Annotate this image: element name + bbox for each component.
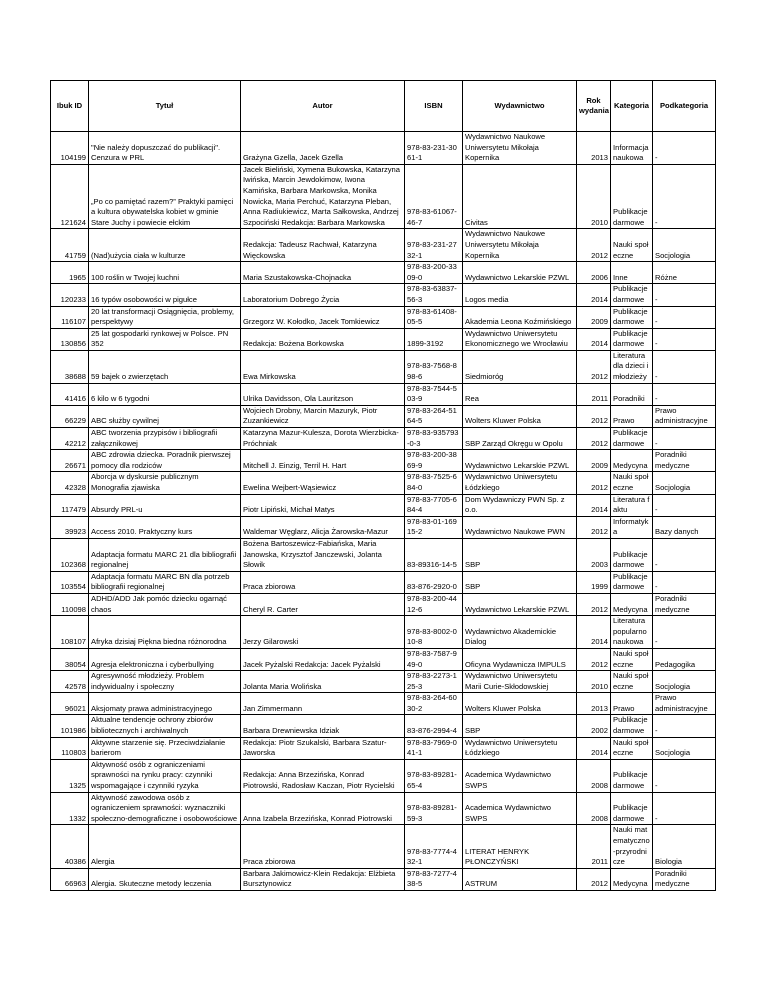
cell-subcategory: Socjologia bbox=[653, 229, 716, 262]
cell-isbn: 978-83-63837-56-3 bbox=[405, 284, 463, 306]
cell-category: Medycyna bbox=[611, 450, 653, 472]
table-row bbox=[51, 350, 716, 383]
cell-author: Redakcja: Anna Brzezińska, Konrad Piotrowski, Radosław Kaczan, Piotr Rycielski bbox=[241, 759, 405, 792]
cell-publisher: SBP bbox=[463, 571, 577, 593]
table-row bbox=[51, 538, 716, 571]
cell-year: 2014 bbox=[577, 616, 611, 649]
cell-subcategory: - bbox=[653, 759, 716, 792]
table-row bbox=[51, 671, 716, 693]
cell-year: 2009 bbox=[577, 306, 611, 328]
cell-category: Nauki społeczne bbox=[611, 737, 653, 759]
cell-isbn: 978-83-7525-684-0 bbox=[405, 472, 463, 494]
cell-isbn: 83-876-2994-4 bbox=[405, 715, 463, 737]
cell-year: 2012 bbox=[577, 350, 611, 383]
cell-title: ABC tworzenia przypisów i bibliografii załącznikowej bbox=[89, 428, 241, 450]
cell-publisher: Wydawnictwo Naukowe Uniwersytetu Mikołaja Kopernika bbox=[463, 132, 577, 165]
cell-subcategory: - bbox=[653, 571, 716, 593]
table-row bbox=[51, 693, 716, 715]
cell-category: Prawo bbox=[611, 693, 653, 715]
cell-id: 42578 bbox=[51, 671, 89, 693]
cell-subcategory: Socjologia bbox=[653, 472, 716, 494]
cell-year: 2012 bbox=[577, 428, 611, 450]
cell-subcategory: Różne bbox=[653, 262, 716, 284]
cell-category: Publikacje darmowe bbox=[611, 306, 653, 328]
cell-author: Praca zbiorowa bbox=[241, 825, 405, 868]
cell-author: Maria Szustakowska-Chojnacka bbox=[241, 262, 405, 284]
cell-title: Alergia. Skuteczne metody leczenia bbox=[89, 868, 241, 890]
cell-category: Nauki społeczne bbox=[611, 229, 653, 262]
header-publisher: Wydawnictwo bbox=[463, 81, 577, 132]
cell-id: 101986 bbox=[51, 715, 89, 737]
table-row bbox=[51, 868, 716, 890]
cell-isbn: 978-83-7774-432-1 bbox=[405, 825, 463, 868]
cell-id: 39923 bbox=[51, 516, 89, 538]
cell-subcategory: - bbox=[653, 328, 716, 350]
cell-title: "Nie należy dopuszczać do publikacji". Cenzura w PRL bbox=[89, 132, 241, 165]
cell-year: 2012 bbox=[577, 229, 611, 262]
cell-subcategory: - bbox=[653, 132, 716, 165]
table-row bbox=[51, 571, 716, 593]
cell-title: Alergia bbox=[89, 825, 241, 868]
cell-id: 1332 bbox=[51, 792, 89, 825]
cell-year: 2014 bbox=[577, 494, 611, 516]
header-row bbox=[51, 81, 716, 132]
cell-id: 103554 bbox=[51, 571, 89, 593]
cell-year: 2013 bbox=[577, 132, 611, 165]
cell-subcategory: - bbox=[653, 350, 716, 383]
cell-isbn: 978-83-200-3309-0 bbox=[405, 262, 463, 284]
cell-subcategory: - bbox=[653, 164, 716, 229]
cell-subcategory: Pedagogika bbox=[653, 648, 716, 670]
cell-category: Informatyka bbox=[611, 516, 653, 538]
cell-category: Publikacje darmowe bbox=[611, 328, 653, 350]
cell-subcategory: Poradniki medyczne bbox=[653, 593, 716, 615]
cell-title: Aborcja w dyskursie publicznym Monografia zjawiska bbox=[89, 472, 241, 494]
cell-year: 2013 bbox=[577, 693, 611, 715]
cell-id: 116107 bbox=[51, 306, 89, 328]
cell-author: Ewelina Wejbert-Wąsiewicz bbox=[241, 472, 405, 494]
cell-publisher: Oficyna Wydawnicza IMPULS bbox=[463, 648, 577, 670]
cell-isbn: 978-83-7587-949-0 bbox=[405, 648, 463, 670]
cell-category: Publikacje darmowe bbox=[611, 571, 653, 593]
table-row bbox=[51, 164, 716, 229]
cell-title: Adaptacja formatu MARC 21 dla bibliografii regionalnej bbox=[89, 538, 241, 571]
cell-year: 2014 bbox=[577, 737, 611, 759]
cell-id: 130856 bbox=[51, 328, 89, 350]
table-row bbox=[51, 715, 716, 737]
cell-category: Literatura dla dzieci i młodzieży bbox=[611, 350, 653, 383]
cell-year: 2011 bbox=[577, 383, 611, 405]
cell-publisher: Logos media bbox=[463, 284, 577, 306]
cell-publisher: Academica Wydawnictwo SWPS bbox=[463, 759, 577, 792]
cell-isbn: 978-83-7705-684-4 bbox=[405, 494, 463, 516]
table-row bbox=[51, 284, 716, 306]
cell-year: 2012 bbox=[577, 516, 611, 538]
cell-title: 6 kilo w 6 tygodni bbox=[89, 383, 241, 405]
cell-subcategory: Socjologia bbox=[653, 671, 716, 693]
table-row bbox=[51, 383, 716, 405]
cell-title: 16 typów osobowości w pigułce bbox=[89, 284, 241, 306]
cell-author: Anna Izabela Brzezińska, Konrad Piotrowski bbox=[241, 792, 405, 825]
table-body bbox=[51, 132, 716, 891]
cell-author: Bożena Bartoszewicz-Fabiańska, Maria Janowska, Krzysztof Janczewski, Jolanta Słowik bbox=[241, 538, 405, 571]
cell-year: 2012 bbox=[577, 648, 611, 670]
cell-isbn: 978-83-264-6030-2 bbox=[405, 693, 463, 715]
cell-title: 25 lat gospodarki rynkowej w Polsce. PN 352 bbox=[89, 328, 241, 350]
cell-id: 42328 bbox=[51, 472, 89, 494]
header-isbn: ISBN bbox=[405, 81, 463, 132]
cell-id: 1965 bbox=[51, 262, 89, 284]
cell-category: Prawo bbox=[611, 405, 653, 427]
cell-publisher: Wydawnictwo Uniwersytetu Marii Curie-Skłodowskiej bbox=[463, 671, 577, 693]
cell-isbn: 978-83-935793-0-3 bbox=[405, 428, 463, 450]
catalog-table bbox=[50, 80, 716, 891]
cell-subcategory: - bbox=[653, 792, 716, 825]
cell-publisher: Wydawnictwo Lekarskie PZWL bbox=[463, 593, 577, 615]
cell-title: Access 2010. Praktyczny kurs bbox=[89, 516, 241, 538]
cell-year: 2012 bbox=[577, 593, 611, 615]
cell-publisher: Wydawnictwo Uniwersytetu Ekonomicznego we Wrocławiu bbox=[463, 328, 577, 350]
header-id: Ibuk ID bbox=[51, 81, 89, 132]
cell-category: Publikacje darmowe bbox=[611, 792, 653, 825]
cell-isbn: 83-89316-14-5 bbox=[405, 538, 463, 571]
cell-subcategory: Socjologia bbox=[653, 737, 716, 759]
cell-year: 2010 bbox=[577, 164, 611, 229]
cell-title: 59 bajek o zwierzętach bbox=[89, 350, 241, 383]
table-row bbox=[51, 825, 716, 868]
header-year: Rok wydania bbox=[577, 81, 611, 132]
cell-category: Publikacje darmowe bbox=[611, 284, 653, 306]
cell-subcategory: - bbox=[653, 616, 716, 649]
cell-author: Waldemar Węglarz, Alicja Żarowska-Mazur bbox=[241, 516, 405, 538]
cell-author: Jerzy Gilarowski bbox=[241, 616, 405, 649]
cell-category: Nauki społeczne bbox=[611, 648, 653, 670]
cell-author: Barbara Drewniewska Idziak bbox=[241, 715, 405, 737]
cell-publisher: Wolters Kluwer Polska bbox=[463, 693, 577, 715]
cell-id: 66229 bbox=[51, 405, 89, 427]
cell-id: 40386 bbox=[51, 825, 89, 868]
cell-id: 108107 bbox=[51, 616, 89, 649]
table-row bbox=[51, 450, 716, 472]
cell-id: 110098 bbox=[51, 593, 89, 615]
cell-isbn: 978-83-231-3061-1 bbox=[405, 132, 463, 165]
cell-subcategory: Bazy danych bbox=[653, 516, 716, 538]
cell-title: ABC służby cywilnej bbox=[89, 405, 241, 427]
cell-author: Laboratorium Dobrego Życia bbox=[241, 284, 405, 306]
cell-id: 41759 bbox=[51, 229, 89, 262]
cell-subcategory: Poradniki medyczne bbox=[653, 450, 716, 472]
table-row bbox=[51, 616, 716, 649]
cell-title: 20 lat transformacji Osiągnięcia, problemy, perspektywy bbox=[89, 306, 241, 328]
table-row bbox=[51, 759, 716, 792]
cell-publisher: Wolters Kluwer Polska bbox=[463, 405, 577, 427]
cell-isbn: 978-83-264-5164-5 bbox=[405, 405, 463, 427]
cell-title: (Nad)użycia ciała w kulturze bbox=[89, 229, 241, 262]
cell-author: Redakcja: Tadeusz Rachwał, Katarzyna Więckowska bbox=[241, 229, 405, 262]
cell-year: 2011 bbox=[577, 825, 611, 868]
cell-category: Publikacje darmowe bbox=[611, 428, 653, 450]
cell-title: Aktywne starzenie się. Przeciwdziałanie barierom bbox=[89, 737, 241, 759]
cell-author: Grażyna Gzella, Jacek Gzella bbox=[241, 132, 405, 165]
cell-id: 104199 bbox=[51, 132, 89, 165]
table-row bbox=[51, 472, 716, 494]
cell-author: Katarzyna Mazur-Kulesza, Dorota Wierzbicka-Próchniak bbox=[241, 428, 405, 450]
table-row bbox=[51, 405, 716, 427]
cell-author: Redakcja: Piotr Szukalski, Barbara Szatur-Jaworska bbox=[241, 737, 405, 759]
cell-author: Mitchell J. Einzig, Terril H. Hart bbox=[241, 450, 405, 472]
cell-year: 2008 bbox=[577, 759, 611, 792]
cell-author: Praca zbiorowa bbox=[241, 571, 405, 593]
cell-publisher: Wydawnictwo Uniwersytetu Łódzkiego bbox=[463, 472, 577, 494]
table-row bbox=[51, 494, 716, 516]
cell-subcategory: - bbox=[653, 284, 716, 306]
cell-isbn: 978-83-89281-65-4 bbox=[405, 759, 463, 792]
cell-isbn: 978-83-2273-125-3 bbox=[405, 671, 463, 693]
cell-title: Absurdy PRL-u bbox=[89, 494, 241, 516]
table-row bbox=[51, 229, 716, 262]
cell-category: Publikacje darmowe bbox=[611, 538, 653, 571]
cell-category: Informacja naukowa bbox=[611, 132, 653, 165]
cell-isbn: 978-83-200-3869-9 bbox=[405, 450, 463, 472]
cell-author: Barbara Jakimowicz-Klein Redakcja: Elżbieta Bursztynowicz bbox=[241, 868, 405, 890]
cell-year: 1999 bbox=[577, 571, 611, 593]
table-row bbox=[51, 428, 716, 450]
cell-category: Publikacje darmowe bbox=[611, 164, 653, 229]
cell-isbn: 978-83-89281-59-3 bbox=[405, 792, 463, 825]
cell-id: 42212 bbox=[51, 428, 89, 450]
cell-id: 102368 bbox=[51, 538, 89, 571]
header-category: Kategoria bbox=[611, 81, 653, 132]
cell-author: Jacek Bieliński, Xymena Bukowska, Katarzyna Iwińska, Marcin Jewdokimow, Iwona Kamińska, Barbara Markowska, Monika Nowicka, Maria Perchuć, Katarzyna Pleban, Anna Radiukiewicz, Marta Sałkowska, Andrzej Szpociński Redakcja: Barbara Markowska bbox=[241, 164, 405, 229]
cell-year: 2012 bbox=[577, 472, 611, 494]
cell-subcategory: Prawo administracyjne bbox=[653, 405, 716, 427]
cell-year: 2009 bbox=[577, 450, 611, 472]
cell-publisher: Academica Wydawnictwo SWPS bbox=[463, 792, 577, 825]
cell-publisher: Wydawnictwo Lekarskie PZWL bbox=[463, 450, 577, 472]
cell-title: „Po co pamiętać razem?” Praktyki pamięci a kultura obywatelska kobiet w gminie Stare Juchy i powiecie ełckim bbox=[89, 164, 241, 229]
cell-isbn: 978-83-200-4412-6 bbox=[405, 593, 463, 615]
cell-id: 120233 bbox=[51, 284, 89, 306]
cell-id: 66963 bbox=[51, 868, 89, 890]
cell-id: 110803 bbox=[51, 737, 89, 759]
cell-title: 100 roślin w Twojej kuchni bbox=[89, 262, 241, 284]
cell-isbn: 1899-3192 bbox=[405, 328, 463, 350]
table-row bbox=[51, 262, 716, 284]
cell-isbn: 978-83-7969-041-1 bbox=[405, 737, 463, 759]
table-row bbox=[51, 306, 716, 328]
cell-isbn: 978-83-61067-46-7 bbox=[405, 164, 463, 229]
cell-author: Cheryl R. Carter bbox=[241, 593, 405, 615]
cell-subcategory: Poradniki medyczne bbox=[653, 868, 716, 890]
cell-title: Aktywność zawodowa osób z ograniczeniem sprawności: wyznaczniki społeczno-demograficzne i osobowościowe bbox=[89, 792, 241, 825]
cell-isbn: 978-83-7568-898-6 bbox=[405, 350, 463, 383]
cell-isbn: 978-83-01-16915-2 bbox=[405, 516, 463, 538]
cell-author: Ewa Mirkowska bbox=[241, 350, 405, 383]
cell-subcategory: - bbox=[653, 538, 716, 571]
cell-author: Piotr Lipiński, Michał Matys bbox=[241, 494, 405, 516]
cell-publisher: ASTRUM bbox=[463, 868, 577, 890]
cell-category: Nauki społeczne bbox=[611, 671, 653, 693]
cell-isbn: 978-83-8002-010-8 bbox=[405, 616, 463, 649]
cell-id: 1325 bbox=[51, 759, 89, 792]
cell-year: 2003 bbox=[577, 538, 611, 571]
cell-id: 96021 bbox=[51, 693, 89, 715]
cell-year: 2014 bbox=[577, 284, 611, 306]
cell-title: Agresywność młodzieży. Problem indywidualny i społeczny bbox=[89, 671, 241, 693]
cell-publisher: Akademia Leona Koźmińskiego bbox=[463, 306, 577, 328]
cell-title: Afryka dzisiaj Piękna biedna różnorodna bbox=[89, 616, 241, 649]
cell-author: Jan Zimmermann bbox=[241, 693, 405, 715]
cell-publisher: SBP bbox=[463, 538, 577, 571]
cell-author: Redakcja: Bożena Borkowska bbox=[241, 328, 405, 350]
table-row bbox=[51, 593, 716, 615]
cell-isbn: 978-83-7277-438-5 bbox=[405, 868, 463, 890]
cell-publisher: Dom Wydawniczy PWN Sp. z o.o. bbox=[463, 494, 577, 516]
cell-author: Ulrika Davidsson, Ola Lauritzson bbox=[241, 383, 405, 405]
cell-category: Medycyna bbox=[611, 593, 653, 615]
cell-id: 26671 bbox=[51, 450, 89, 472]
cell-isbn: 978-83-61408-05-5 bbox=[405, 306, 463, 328]
cell-author: Jolanta Maria Wolińska bbox=[241, 671, 405, 693]
cell-category: Medycyna bbox=[611, 868, 653, 890]
cell-title: Aksjomaty prawa administracyjnego bbox=[89, 693, 241, 715]
cell-id: 41416 bbox=[51, 383, 89, 405]
cell-category: Poradniki bbox=[611, 383, 653, 405]
cell-publisher: SBP Zarząd Okręgu w Opolu bbox=[463, 428, 577, 450]
cell-subcategory: - bbox=[653, 428, 716, 450]
cell-publisher: Wydawnictwo Naukowe Uniwersytetu Mikołaja Kopernika bbox=[463, 229, 577, 262]
cell-subcategory: - bbox=[653, 383, 716, 405]
cell-publisher: Siedmioróg bbox=[463, 350, 577, 383]
cell-category: Inne bbox=[611, 262, 653, 284]
cell-publisher: Wydawnictwo Akademickie Dialog bbox=[463, 616, 577, 649]
cell-publisher: Wydawnictwo Uniwersytetu Łódzkiego bbox=[463, 737, 577, 759]
cell-author: Jacek Pyżalski Redakcja: Jacek Pyżalski bbox=[241, 648, 405, 670]
cell-id: 117479 bbox=[51, 494, 89, 516]
cell-title: Adaptacja formatu MARC BN dla potrzeb bibliografii regionalnej bbox=[89, 571, 241, 593]
cell-subcategory: Prawo administracyjne bbox=[653, 693, 716, 715]
header-subcategory: Podkategoria bbox=[653, 81, 716, 132]
table-row bbox=[51, 737, 716, 759]
cell-publisher: LITERAT HENRYK PŁONCZYŃSKI bbox=[463, 825, 577, 868]
cell-title: Aktualne tendencje ochrony zbiorów bibliotecznych i archiwalnych bbox=[89, 715, 241, 737]
cell-category: Nauki społeczne bbox=[611, 472, 653, 494]
table-row bbox=[51, 792, 716, 825]
cell-publisher: Wydawnictwo Lekarskie PZWL bbox=[463, 262, 577, 284]
cell-isbn: 83-876-2920-0 bbox=[405, 571, 463, 593]
cell-isbn: 978-83-7544-503-9 bbox=[405, 383, 463, 405]
cell-publisher: Civitas bbox=[463, 164, 577, 229]
table-row bbox=[51, 516, 716, 538]
cell-year: 2012 bbox=[577, 868, 611, 890]
cell-publisher: Wydawnictwo Naukowe PWN bbox=[463, 516, 577, 538]
cell-author: Wojciech Drobny, Marcin Mazuryk, Piotr Zuzankiewicz bbox=[241, 405, 405, 427]
cell-id: 38688 bbox=[51, 350, 89, 383]
cell-title: Aktywność osób z ograniczeniami sprawności na rynku pracy: czynniki wspomagające i czynniki ryzyka bbox=[89, 759, 241, 792]
cell-publisher: Rea bbox=[463, 383, 577, 405]
cell-year: 2012 bbox=[577, 405, 611, 427]
table-row bbox=[51, 132, 716, 165]
cell-category: Literatura faktu bbox=[611, 494, 653, 516]
catalog-sheet bbox=[50, 80, 715, 891]
header-title: Tytuł bbox=[89, 81, 241, 132]
cell-publisher: SBP bbox=[463, 715, 577, 737]
table-row bbox=[51, 648, 716, 670]
cell-year: 2008 bbox=[577, 792, 611, 825]
cell-id: 121624 bbox=[51, 164, 89, 229]
cell-id: 38054 bbox=[51, 648, 89, 670]
cell-subcategory: - bbox=[653, 715, 716, 737]
cell-title: ADHD/ADD Jak pomóc dziecku ogarnąć chaos bbox=[89, 593, 241, 615]
cell-year: 2002 bbox=[577, 715, 611, 737]
cell-category: Nauki matematyczno-przyrodnicze bbox=[611, 825, 653, 868]
cell-category: Publikacje darmowe bbox=[611, 715, 653, 737]
cell-year: 2014 bbox=[577, 328, 611, 350]
cell-category: Literatura popularnonaukowa bbox=[611, 616, 653, 649]
cell-category: Publikacje darmowe bbox=[611, 759, 653, 792]
cell-author: Grzegorz W. Kołodko, Jacek Tomkiewicz bbox=[241, 306, 405, 328]
table-row bbox=[51, 328, 716, 350]
cell-subcategory: - bbox=[653, 494, 716, 516]
cell-title: ABC zdrowia dziecka. Poradnik pierwszej pomocy dla rodziców bbox=[89, 450, 241, 472]
cell-subcategory: - bbox=[653, 306, 716, 328]
cell-title: Agresja elektroniczna i cyberbullying bbox=[89, 648, 241, 670]
cell-year: 2006 bbox=[577, 262, 611, 284]
cell-year: 2010 bbox=[577, 671, 611, 693]
cell-subcategory: Biologia bbox=[653, 825, 716, 868]
header-author: Autor bbox=[241, 81, 405, 132]
cell-isbn: 978-83-231-2732-1 bbox=[405, 229, 463, 262]
